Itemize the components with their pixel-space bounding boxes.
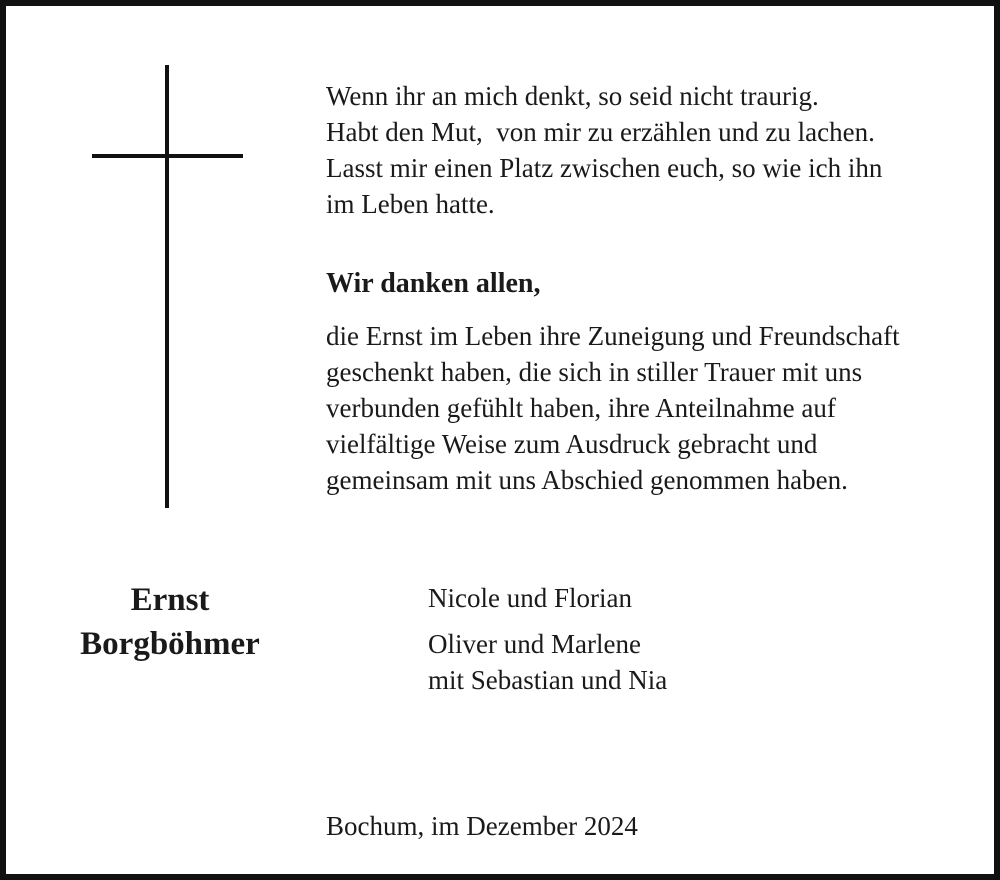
poem <box>326 78 882 222</box>
poem-line: Habt den Mut, von mir zu erzählen und zu lachen. <box>326 117 875 147</box>
poem-line: Lasst mir einen Platz zwischen euch, so wie ich ihn <box>326 153 883 183</box>
poem-line: Wenn ihr an mich denkt, so seid nicht traurig. <box>326 81 819 111</box>
thanks-heading: Wir danken allen, <box>326 268 541 299</box>
thanks-line: verbunden gefühlt haben, ihre Anteilnahme auf <box>326 393 836 423</box>
family-group-1 <box>428 580 632 616</box>
deceased-name <box>40 578 300 666</box>
family-group-2 <box>428 626 667 698</box>
place-date: Bochum, im Dezember 2024 <box>326 811 638 841</box>
poem-line: im Leben hatte. <box>326 189 495 219</box>
deceased-last-name: Borgböhmer <box>80 626 260 662</box>
cross-vertical-bar <box>165 65 169 508</box>
thanks-line: die Ernst im Leben ihre Zuneigung und Freundschaft <box>326 321 900 351</box>
thanks-line: gemeinsam mit uns Abschied genommen haben. <box>326 465 848 495</box>
thanks-line: vielfältige Weise zum Ausdruck gebracht und <box>326 429 818 459</box>
cross-horizontal-bar <box>92 154 243 158</box>
deceased-first-name: Ernst <box>130 582 210 618</box>
family-line: Nicole und Florian <box>428 583 632 613</box>
thanks-text <box>326 318 900 498</box>
thanks-line: geschenkt haben, die sich in stiller Trauer mit uns <box>326 357 863 387</box>
family-line: mit Sebastian und Nia <box>428 665 668 695</box>
family-line: Oliver und Marlene <box>428 629 641 659</box>
